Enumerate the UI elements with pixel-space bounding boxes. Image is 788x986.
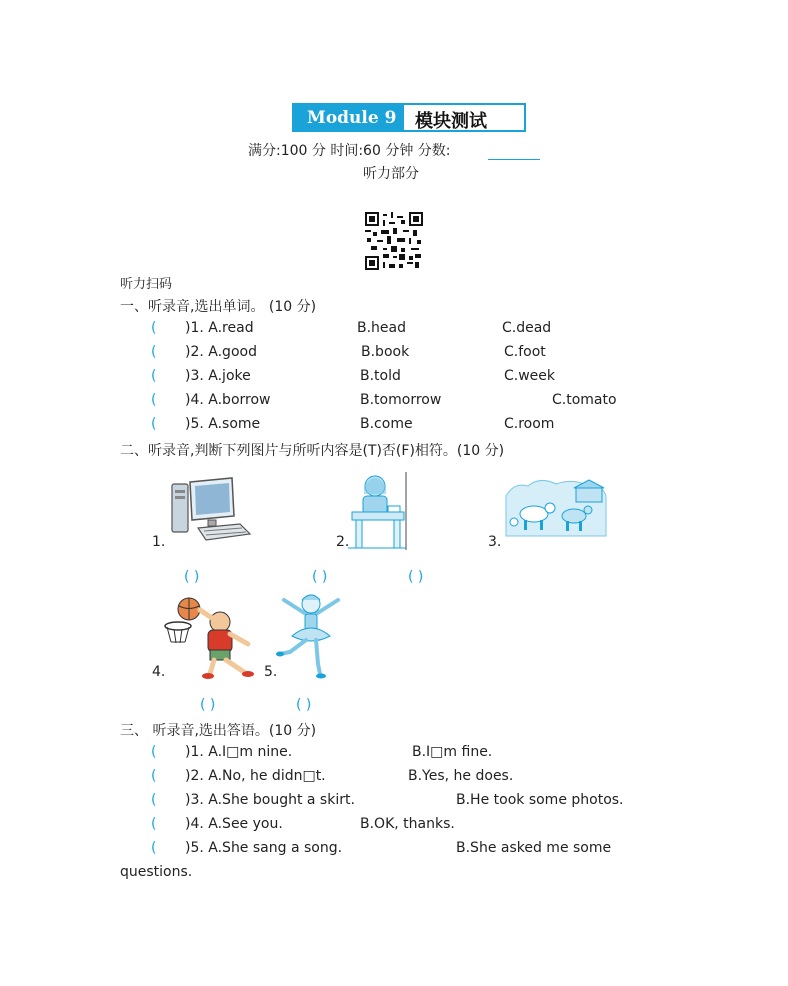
option-c: C.week bbox=[504, 368, 556, 384]
answer-paren[interactable]: ( ) bbox=[408, 569, 424, 585]
option-a: )5. A.She sang a song. bbox=[185, 840, 343, 856]
scan-label: 听力扫码 bbox=[120, 277, 173, 292]
answer-paren[interactable]: ( bbox=[151, 416, 157, 432]
answer-paren[interactable]: ( bbox=[151, 744, 157, 760]
option-b: B.come bbox=[360, 416, 413, 432]
picture-number: 2. bbox=[336, 534, 350, 550]
answer-paren[interactable]: ( ) bbox=[312, 569, 328, 585]
subtitle: 听力部分 bbox=[363, 166, 419, 182]
module-label: Module 9 bbox=[307, 108, 397, 128]
option-a: )4. A.borrow bbox=[185, 392, 271, 408]
qr-code-icon bbox=[365, 212, 423, 270]
answer-paren[interactable]: ( bbox=[151, 792, 157, 808]
module-title: 模块测试 bbox=[415, 111, 487, 132]
computer-picture-icon bbox=[168, 476, 252, 546]
answer-paren[interactable]: ( bbox=[151, 368, 157, 384]
section1-heading: 一、听录音,选出单词。 (10 分) bbox=[120, 299, 317, 315]
ballet-dancer-picture-icon bbox=[276, 590, 346, 682]
answer-paren[interactable]: ( ) bbox=[200, 697, 216, 713]
wrapped-text: questions. bbox=[120, 864, 193, 880]
picture-number: 1. bbox=[152, 534, 166, 550]
option-b: B.told bbox=[360, 368, 401, 384]
option-b: B.tomorrow bbox=[360, 392, 442, 408]
option-b: B.She asked me some bbox=[456, 840, 612, 856]
option-a: )1. A.read bbox=[185, 320, 254, 336]
option-b: B.I□m fine. bbox=[412, 744, 493, 760]
answer-paren[interactable]: ( bbox=[151, 344, 157, 360]
option-b: B.Yes, he does. bbox=[408, 768, 514, 784]
score-blank bbox=[488, 159, 540, 160]
option-b: B.book bbox=[361, 344, 410, 360]
option-a: )3. A.joke bbox=[185, 368, 251, 384]
picture-number: 3. bbox=[488, 534, 502, 550]
option-c: C.dead bbox=[502, 320, 552, 336]
section2-heading: 二、听录音,判断下列图片与所听内容是(T)否(F)相符。(10 分) bbox=[120, 443, 505, 459]
girl-at-desk-picture-icon bbox=[348, 472, 410, 550]
answer-paren[interactable]: ( ) bbox=[184, 569, 200, 585]
option-a: )2. A.No, he didn□t. bbox=[185, 768, 326, 784]
module-title-box bbox=[402, 103, 526, 132]
answer-paren[interactable]: ( bbox=[151, 816, 157, 832]
option-c: C.tomato bbox=[552, 392, 617, 408]
answer-paren[interactable]: ( bbox=[151, 320, 157, 336]
option-c: C.foot bbox=[504, 344, 546, 360]
option-a: )5. A.some bbox=[185, 416, 261, 432]
option-b: B.He took some photos. bbox=[456, 792, 624, 808]
section3-heading: 三、 听录音,选出答语。(10 分) bbox=[120, 723, 317, 739]
module-title-banner bbox=[292, 103, 526, 132]
answer-paren[interactable]: ( bbox=[151, 392, 157, 408]
picture-number: 5. bbox=[264, 664, 278, 680]
answer-paren[interactable]: ( bbox=[151, 768, 157, 784]
picture-number: 4. bbox=[152, 664, 166, 680]
farm-animals-picture-icon bbox=[504, 476, 608, 538]
score-meta: 满分:100 分 时间:60 分钟 分数: bbox=[248, 143, 451, 159]
basketball-player-picture-icon bbox=[162, 596, 258, 682]
module-label-box bbox=[292, 103, 402, 132]
option-a: )4. A.See you. bbox=[185, 816, 283, 832]
option-b: B.OK, thanks. bbox=[360, 816, 455, 832]
answer-paren[interactable]: ( bbox=[151, 840, 157, 856]
option-b: B.head bbox=[357, 320, 407, 336]
option-a: )1. A.I□m nine. bbox=[185, 744, 293, 760]
answer-paren[interactable]: ( ) bbox=[296, 697, 312, 713]
option-c: C.room bbox=[504, 416, 555, 432]
option-a: )3. A.She bought a skirt. bbox=[185, 792, 355, 808]
option-a: )2. A.good bbox=[185, 344, 257, 360]
